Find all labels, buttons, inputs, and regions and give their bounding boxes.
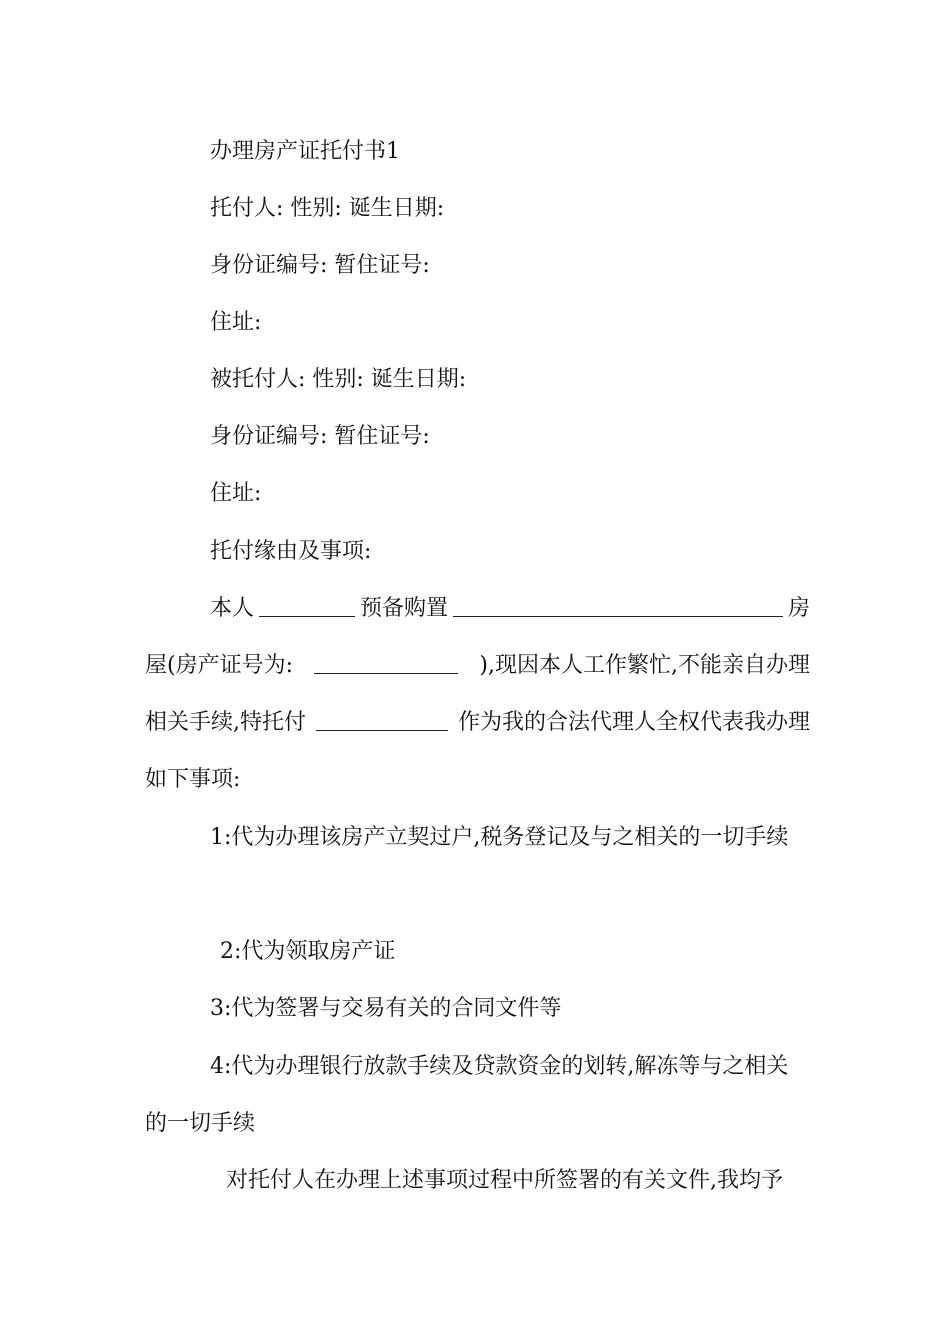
agent-address-line: 住址: [210, 481, 262, 506]
principal-address-line: 住址: [210, 310, 262, 335]
text-segment: 作为我的合法代理人全权代表我办理 [457, 710, 810, 735]
text-segment: ),现因本人工作繁忙,不能亲自办理 [479, 653, 810, 678]
closing-line-1: 对托付人在办理上述事项过程中所签署的有关文件,我均予 [226, 1168, 783, 1193]
paragraph-line-4: 如下事项: [145, 767, 241, 792]
list-item-1: 1:代为办理该房产立契过户,税务登记及与之相关的一切手续 [210, 825, 789, 850]
agent-info-line: 被托付人: 性别: 诞生日期: [210, 367, 467, 392]
agent-id-line: 身份证编号: 暂住证号: [210, 424, 430, 449]
blank-underline [453, 594, 783, 617]
blank-underline [314, 651, 458, 674]
text-segment: 屋(房产证号为: [145, 653, 293, 678]
blank-underline [259, 594, 355, 617]
document-title: 办理房产证托付书1 [210, 139, 400, 164]
paragraph-line-1 [210, 594, 810, 624]
text-segment: 本人 [210, 596, 255, 621]
list-item-4-line-1: 4:代为办理银行放款手续及贷款资金的划转,解冻等与之相关 [210, 1054, 789, 1079]
reason-heading: 托付缘由及事项: [210, 539, 372, 564]
list-item-3: 3:代为签署与交易有关的合同文件等 [210, 996, 562, 1021]
principal-id-line: 身份证编号: 暂住证号: [210, 253, 430, 278]
list-item-4-line-2: 的一切手续 [145, 1111, 256, 1136]
text-segment: 预备购置 [359, 596, 448, 621]
blank-underline [316, 708, 448, 731]
paragraph-line-3 [145, 708, 810, 738]
text-segment: 相关手续,特托付 [145, 710, 306, 735]
list-item-2: 2:代为领取房产证 [220, 939, 396, 964]
principal-info-line: 托付人: 性别: 诞生日期: [210, 196, 445, 221]
text-segment: 房 [787, 596, 810, 621]
paragraph-line-2 [145, 651, 810, 681]
